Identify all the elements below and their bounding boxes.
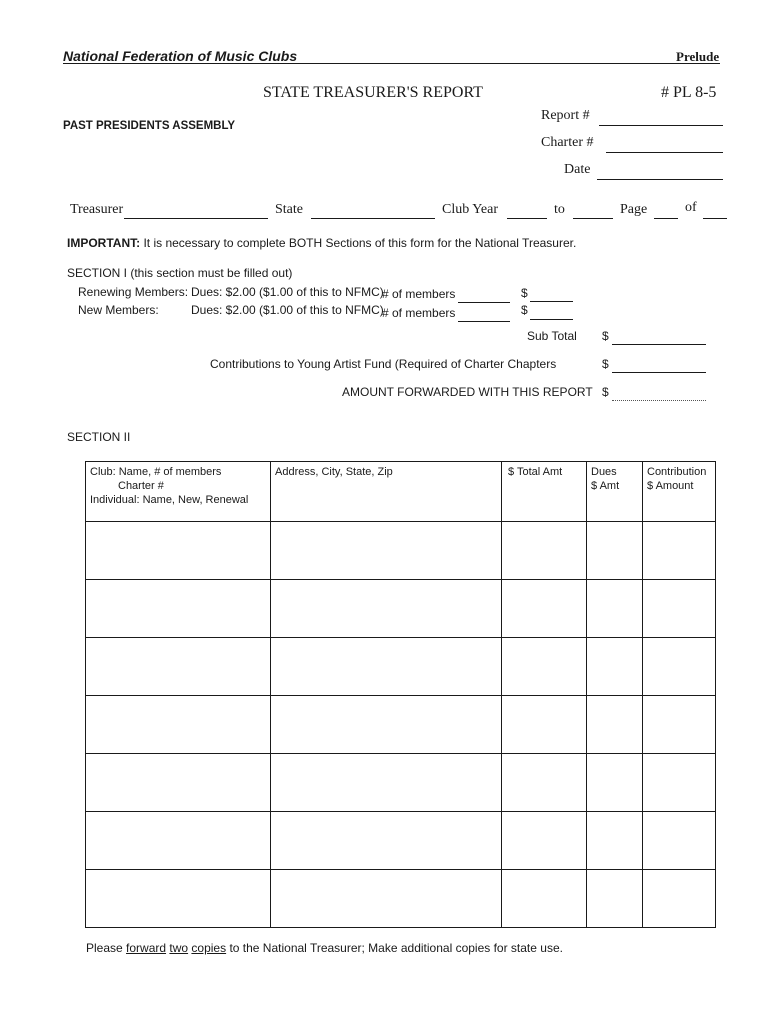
total-cell[interactable] <box>502 812 587 870</box>
club-year-label: Club Year <box>442 202 499 217</box>
table-header-row <box>86 462 716 522</box>
renewing-dues-text: Dues: $2.00 ($1.00 of this to NFMC) <box>191 285 384 299</box>
total-cell[interactable] <box>502 870 587 928</box>
contribution-cell[interactable] <box>643 580 716 638</box>
form-title: STATE TREASURER'S REPORT <box>263 84 483 101</box>
dues-column-header <box>587 462 643 522</box>
contribution-header-line2: $ Amount <box>647 480 694 492</box>
new-members-label: New Members: <box>78 303 159 317</box>
renewing-dollar-sign: $ <box>521 286 528 300</box>
organization-name: National Federation of Music Clubs <box>63 48 298 64</box>
total-cell[interactable] <box>502 696 587 754</box>
club-cell[interactable] <box>86 812 271 870</box>
dues-header-line2: $ Amt <box>591 480 620 492</box>
charter-number-field[interactable] <box>606 152 723 153</box>
table-row <box>86 870 716 928</box>
page-total-field[interactable] <box>703 218 727 219</box>
club-cell[interactable] <box>86 754 271 812</box>
treasurer-field[interactable] <box>124 218 268 219</box>
total-cell[interactable] <box>502 580 587 638</box>
section2-heading: SECTION II <box>67 430 131 444</box>
club-cell[interactable] <box>86 638 271 696</box>
club-cell[interactable] <box>86 696 271 754</box>
table-row <box>86 754 716 812</box>
page-number-field[interactable] <box>654 218 678 219</box>
total-cell[interactable] <box>502 754 587 812</box>
section2-table <box>85 461 716 928</box>
new-dues-text: Dues: $2.00 ($1.00 of this to NFMC) <box>191 303 384 317</box>
dues-cell[interactable] <box>587 580 643 638</box>
young-artist-fund-label: Contributions to Young Artist Fund (Required of Charter Chapters <box>210 357 557 371</box>
prelude-label: Prelude <box>676 49 720 64</box>
contribution-header-line1: Contribution <box>647 466 707 478</box>
club-year-to-label: to <box>554 202 565 217</box>
dues-header-line1: Dues <box>591 466 617 478</box>
page-of-label: of <box>685 200 697 215</box>
dues-cell[interactable] <box>587 754 643 812</box>
forwarded-dollar-sign: $ <box>602 385 609 399</box>
total-column-header <box>502 462 587 522</box>
club-cell[interactable] <box>86 522 271 580</box>
address-cell[interactable] <box>271 522 502 580</box>
amount-forwarded-field[interactable] <box>612 400 706 401</box>
state-field[interactable] <box>311 218 435 219</box>
table-row <box>86 580 716 638</box>
dues-cell[interactable] <box>587 696 643 754</box>
dues-cell[interactable] <box>587 870 643 928</box>
renewing-amount-field[interactable] <box>530 301 573 302</box>
renewing-members-count-label: # of members <box>382 287 456 301</box>
footer-text-before: Please <box>86 941 127 955</box>
contribution-column-header <box>643 462 716 522</box>
address-cell[interactable] <box>271 812 502 870</box>
contribution-cell[interactable] <box>643 870 716 928</box>
club-header-line3: Individual: Name, New, Renewal <box>90 494 249 506</box>
club-year-end-field[interactable] <box>573 218 613 219</box>
treasurer-label: Treasurer <box>70 202 124 217</box>
dues-cell[interactable] <box>587 812 643 870</box>
footer-text-after: to the National Treasurer; Make additional copies for state use. <box>226 941 563 955</box>
address-header: Address, City, State, Zip <box>275 466 393 478</box>
subtotal-label: Sub Total <box>527 329 577 343</box>
contribution-cell[interactable] <box>643 522 716 580</box>
assembly-name: PAST PRESIDENTS ASSEMBLY <box>63 120 236 132</box>
contribution-cell[interactable] <box>643 696 716 754</box>
footer-two: two <box>169 941 189 955</box>
new-dollar-sign: $ <box>521 303 528 317</box>
total-header: $ Total Amt <box>508 466 563 478</box>
important-label: IMPORTANT: <box>67 236 141 250</box>
report-number-label: Report # <box>541 108 590 123</box>
renewing-members-count-field[interactable] <box>458 302 510 303</box>
address-cell[interactable] <box>271 754 502 812</box>
young-artist-fund-field[interactable] <box>612 372 706 373</box>
new-members-count-label: # of members <box>382 306 456 320</box>
new-members-count-field[interactable] <box>458 321 510 322</box>
address-cell[interactable] <box>271 580 502 638</box>
contribution-cell[interactable] <box>643 754 716 812</box>
new-amount-field[interactable] <box>530 319 573 320</box>
club-header-line1: Club: Name, # of members <box>90 466 222 478</box>
address-cell[interactable] <box>271 870 502 928</box>
total-cell[interactable] <box>502 638 587 696</box>
total-cell[interactable] <box>502 522 587 580</box>
subtotal-field[interactable] <box>612 344 706 345</box>
address-column-header <box>271 462 502 522</box>
dues-cell[interactable] <box>587 522 643 580</box>
footer-copies: copies <box>191 941 227 955</box>
header-rule <box>63 63 720 64</box>
club-cell[interactable] <box>86 870 271 928</box>
state-label: State <box>275 202 303 217</box>
table-row <box>86 638 716 696</box>
footer-forward: forward <box>126 941 167 955</box>
form-code: # PL 8-5 <box>661 84 717 101</box>
club-header-line2: Charter # <box>118 480 164 492</box>
club-cell[interactable] <box>86 580 271 638</box>
section1-heading: SECTION I (this section must be filled out) <box>67 266 293 280</box>
page-label: Page <box>620 202 648 217</box>
subtotal-dollar-sign: $ <box>602 329 609 343</box>
address-cell[interactable] <box>271 638 502 696</box>
amount-forwarded-label: AMOUNT FORWARDED WITH THIS REPORT <box>342 385 593 399</box>
contribution-cell[interactable] <box>643 812 716 870</box>
club-column-header <box>86 462 271 522</box>
table-row <box>86 522 716 580</box>
date-label: Date <box>564 162 591 177</box>
address-cell[interactable] <box>271 696 502 754</box>
club-year-start-field[interactable] <box>507 218 547 219</box>
dues-cell[interactable] <box>587 638 643 696</box>
date-field[interactable] <box>597 179 723 180</box>
renewing-members-label: Renewing Members: <box>78 285 189 299</box>
table-row <box>86 812 716 870</box>
charter-number-label: Charter # <box>541 135 594 150</box>
footer-instruction <box>86 941 563 955</box>
report-number-field[interactable] <box>599 125 723 126</box>
important-text: It is necessary to complete BOTH Sections of this form for the National Treasurer. <box>143 236 577 250</box>
table-row <box>86 696 716 754</box>
important-note <box>67 236 576 250</box>
contrib-dollar-sign: $ <box>602 357 609 371</box>
contribution-cell[interactable] <box>643 638 716 696</box>
